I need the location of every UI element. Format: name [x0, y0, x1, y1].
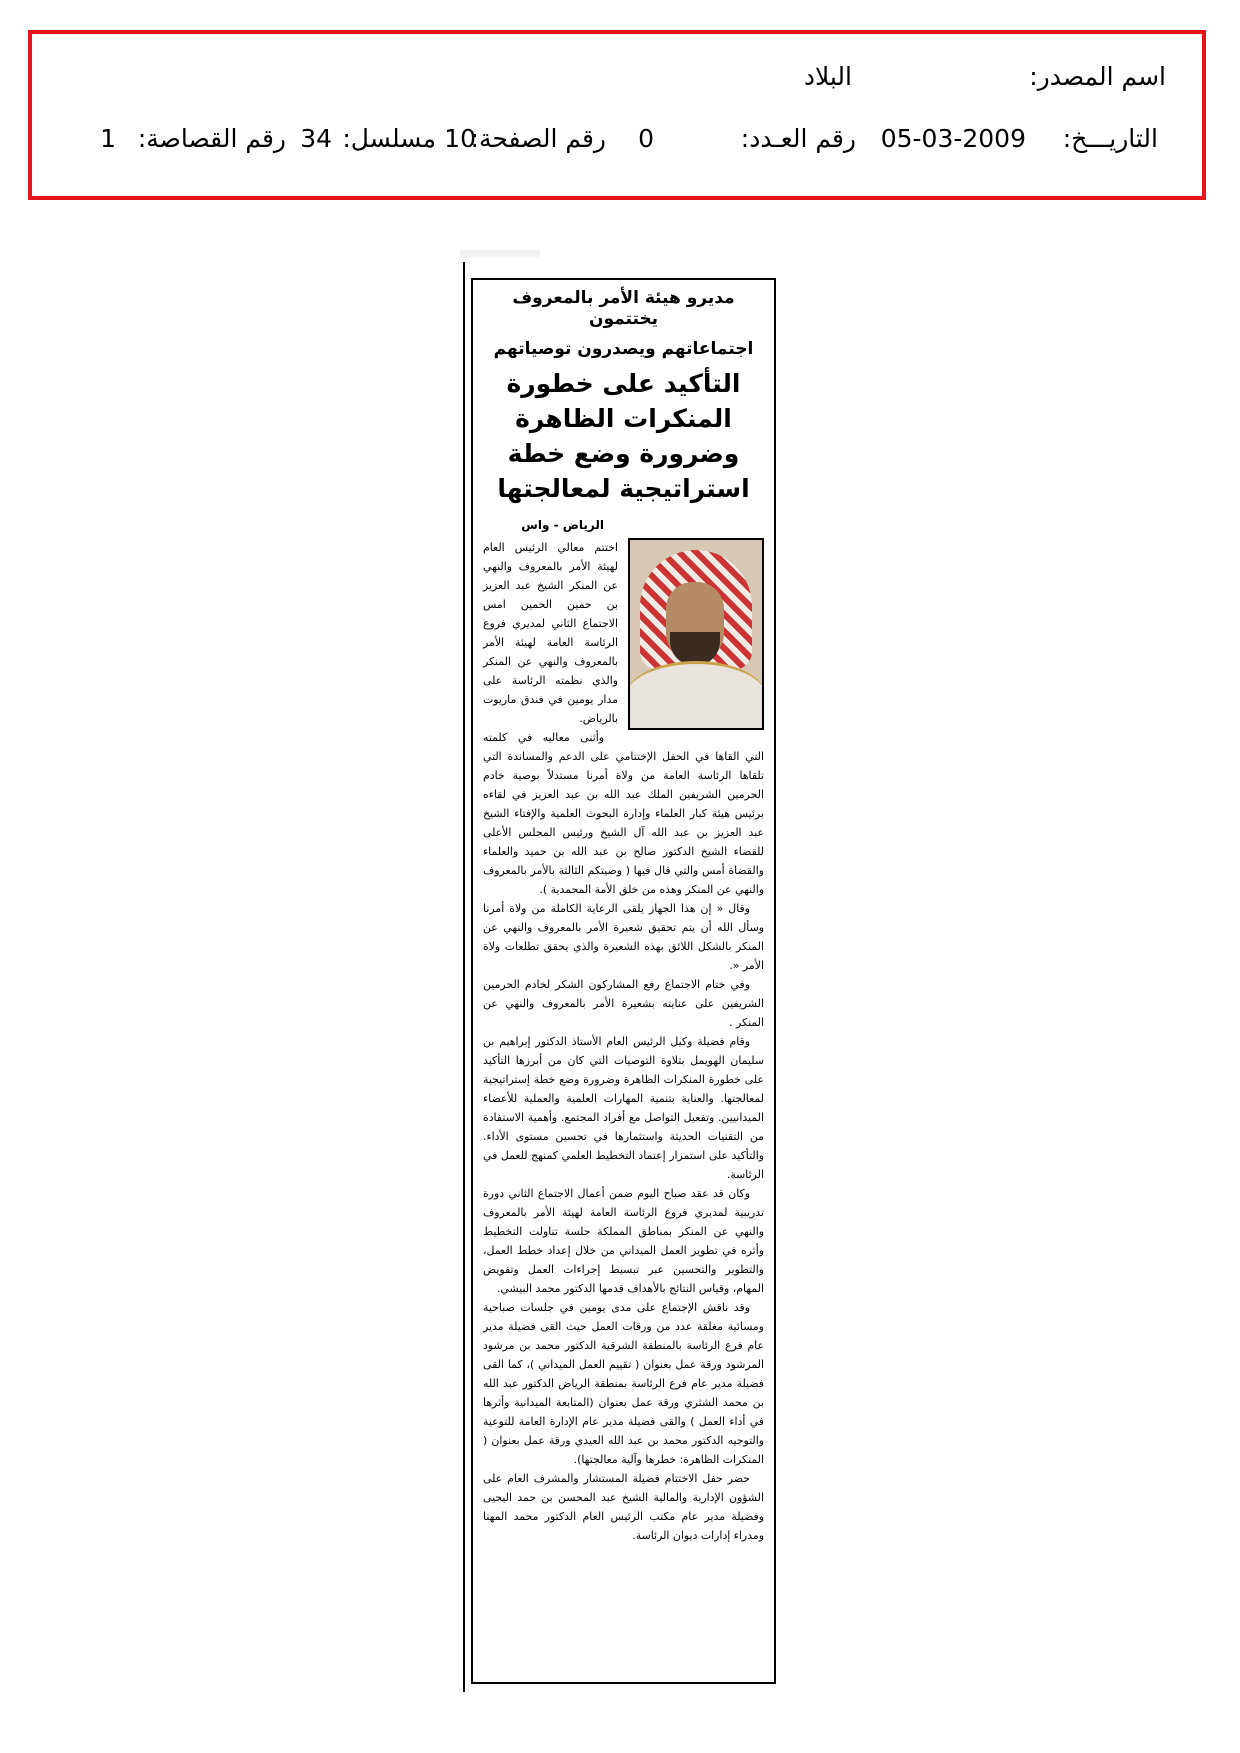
serial-value: 34 [300, 124, 332, 153]
portrait-photo [628, 538, 764, 730]
clip-value: 1 [100, 124, 116, 153]
article-paragraph: اختتم معالي الرئيس العام لهيئة الأمر بالمعروف والنهي عن المنكر الشيخ عبد العزيز بن حمين الحمين امس الاجتماع الثاني لمديري فروع الرئاسة العامة لهيئة الأمر بالمعروف والنهي عن المنكر والذي نظمته الرئاسة على مدار يومين في فندق ماريوت بالرياض. [483, 540, 618, 725]
metadata-row-source [32, 62, 1202, 102]
article-paragraph: وقال « إن هذا الجهاز يلقى الرعاية الكاملة من ولاة أمرنا وسأل الله أن يتم تحقيق شعيرة الأمر بالمعروف والنهي عن المنكر بالشكل اللائق بهذه الشعيرة والذي يحقق تطلعات ولاة الأمر «. [483, 901, 764, 972]
article-paragraph: وفي ختام الاجتماع رفع المشاركون الشكر لخادم الحرمين الشريفين على عنايته بشعيرة الأمر بالمعروف والنهي عن المنكر . [483, 977, 764, 1029]
headline-main-1: التأكيد على خطورة المنكرات الظاهرة [506, 368, 741, 433]
clip-left-rule [463, 262, 465, 1692]
headline-line-1: مديرو هيئة الأمر بالمعروف يختتمون [512, 288, 735, 330]
issue-label: رقم العـدد: [740, 124, 856, 153]
clip-top-rule [460, 250, 540, 258]
issue-value: 0 [638, 124, 654, 153]
article-paragraph: وقام فضيلة وكيل الرئيس العام الأستاذ الدكتور إبراهيم بن سليمان الهويمل بتلاوة التوصيات التي كان من أبرزها التأكيد على خطورة المنكرات الظاهرة وضرورة وضع خطة إستراتيجية لمعالجتها. والعناية بتنمية المهارات العلمية والعملية للأعضاء الميدانيين. وتفعيل التواصل مع أفراد المجتمع. وأهمية الاستفادة من التقنيات الحديثة واستثمارها في تحسين مستوى الأداء. والتأكيد على استمرار إعتماد التخطيط العلمي كمنهج للعمل في الرئاسة. [483, 1034, 764, 1181]
clipping-metadata-box [28, 30, 1206, 200]
headline-line-2: اجتماعاتهم ويصدرون توصياتهم [493, 338, 754, 359]
article-paragraph: وكان قد عقد صباح اليوم ضمن أعمال الاجتماع الثاني دورة تدريبية لمديري فروع الرئاسة العامة لهيئة الأمر بالمعروف والنهي عن المنكر بمناطق المملكة جلسة تناولت التخطيط وأثره في تطوير العمل الميداني من خلال إعداد خطط العمل، والتطوير والتحسين عبر تبسيط إجراءات العمل وتفويض المهام، وقياس النتائج بالأهداف قدمها الدكتور محمد البيشي. [483, 1186, 764, 1295]
serial-label: مسلسل: [342, 124, 436, 153]
dateline: الرياض - واس [521, 517, 604, 532]
date-value: 05-03-2009 [880, 124, 1026, 153]
metadata-row-details [32, 124, 1202, 164]
date-label: التاريـــخ: [1062, 124, 1158, 153]
page-value: 10 [444, 124, 476, 153]
source-value: البلاد [803, 62, 852, 91]
article-paragraph: حضر حفل الاختتام فضيلة المستشار والمشرف العام على الشؤون الإدارية والمالية الشيخ عبد المحسن بن حمد اليحيى وفضيلة مدير عام مكتب الرئيس العام الدكتور محمد المهنا ومدراء إدارات ديوان الرئاسة. [483, 1471, 764, 1542]
clip-label: رقم القصاصة: [137, 124, 286, 153]
article-paragraph: وقد ناقش الإجتماع على مدى يومين في جلسات صباحية ومسائية مغلقة عدد من ورقات العمل حيث القى فضيلة مدير عام فرع الرئاسة بالمنطقة الشرقية الدكتور محمد بن مرشود المرشود ورقة عمل بعنوان ( تقييم العمل الميداني )، كما القى فضيلة مدير عام فرع الرئاسة بمنطقة الرياض الدكتور عبد الله بن محمد الشثري ورقة عمل بعنوان (المتابعة الميدانية وأثرها في أداء العمل ) والقى فضيلة مدير عام الإدارة العامة للتوعية والتوجيه الدكتور محمد بن عبد الله العيدي ورقة عمل بعنوان ( المنكرات الظاهرة: خطرها وآلية معالجتها). [483, 1300, 764, 1466]
article-paragraph: وأثنى معاليه في كلمته التي القاها في الحفل الإختتامي على الدعم والمساندة التي تلقاها الرئاسة العامة من ولاة أمرنا مستدلاً بوصية خادم الحرمين الشريفين الملك عبد الله بن عبد العزيز في لقاءه برئيس هيئة كبار العلماء وإدارة البحوث العلمية والإفتاء الشيخ عبد العزيز بن عبد الله آل الشيخ ورئيس المجلس الأعلى للقضاء الشيخ الدكتور صالح بن عبد الله بن حميد والعلماء والقضاة أمس والتي قال فيها ( وصيتكم الثالثة بالأمر بالمعروف والنهي عن المنكر وهذه من خلق الأمة المحمدية ). [483, 730, 764, 896]
source-label: اسم المصدر: [1029, 62, 1166, 91]
page-label: رقم الصفحة: [470, 124, 606, 153]
newspaper-clipping [471, 278, 776, 1684]
headline-main-2: وضرورة وضع خطة استراتيجية لمعالجتها [497, 438, 750, 503]
